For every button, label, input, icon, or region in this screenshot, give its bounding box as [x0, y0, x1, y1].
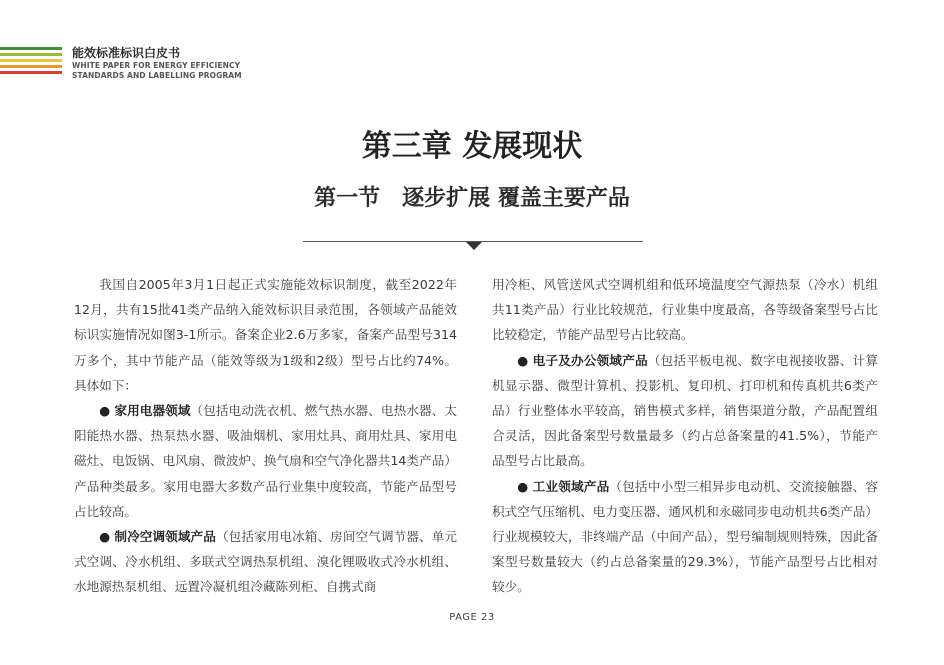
bullet-electronics-office [492, 348, 878, 474]
logo-stripe-yellow [0, 59, 62, 62]
divider-triangle-icon [466, 242, 482, 250]
bullet-label: 家用电器领域 [114, 403, 191, 419]
continuation-paragraph: 用冷柜、风管送风式空调机组和低环境温度空气源热泵（冷水）机组共11类产品）行业比较规范，行业集中度最高，各等级备案型号占比比较稳定，节能产品型号占比较高。 [492, 277, 878, 343]
intro-paragraph: 我国自2005年3月1日起正式实施能效标识制度，截至2022年12月，共有15批41类产品纳入能效标识目录范围，各领域产品能效标识实施情况如图3-1所示。备案企业2.6万多家，备案产品型号314万多个，其中节能产品（能效等级为1级和2级）型号占比约74%。具体如下： [74, 277, 457, 393]
bullet-text: （包括电动洗衣机、燃气热水器、电热水器、太阳能热水器、热泵热水器、吸油烟机、家用灶具、商用灶具、家用电磁灶、电饭锅、电风扇、微波炉、换气扇和空气净化器共14类产品）产品种类最多。家用电器大多数产品行业集中度较高，节能产品型号占比较高。 [74, 403, 457, 519]
logo-stripe-red [0, 71, 62, 74]
bullet-text: （包括中小型三相异步电动机、交流接触器、容积式空气压缩机、电力变压器、通风机和永磁同步电动机共6类产品）行业规模较大，非终端产品（中间产品），型号编制规则特殊，因此备案型号数量较大（约占总备案量的29.3%），节能产品型号占比相对较少。 [492, 478, 879, 595]
bullet-dot-icon: ● [517, 352, 529, 368]
left-column [74, 272, 457, 600]
bullet-label: 制冷空调领域产品 [114, 529, 216, 545]
logo-stripe-green [0, 47, 62, 50]
logo-stripes [0, 47, 62, 77]
header-title-en-line1: WHITE PAPER FOR ENERGY EFFICIENCY [72, 61, 241, 70]
bullet-dot-icon: ● [99, 403, 111, 419]
bullet-industrial [492, 474, 878, 600]
bullet-text: （包括平板电视、数字电视接收器、计算机显示器、微型计算机、投影机、复印机、打印机和传真机共6类产品）行业整体水平较高，销售模式多样，销售渠道分散，产品配置组合灵活，因此备案型号数量最多（约占总备案量的41.5%），节能产品型号占比最高。 [492, 352, 879, 469]
chapter-title: 第三章 发展现状 [361, 129, 583, 164]
bullet-text: （包括家用电冰箱、房间空气调节器、单元式空调、冷水机组、多联式空调热泵机组、溴化锂吸收式冷水机组、水地源热泵机组、远置冷凝机组冷藏陈列柜、自携式商 [74, 529, 457, 595]
logo-stripe-light-green [0, 53, 62, 56]
bullet-refrigeration [74, 524, 457, 600]
bullet-label: 电子及办公领域产品 [532, 352, 648, 368]
header-title-en-line2: STANDARDS AND LABELLING PROGRAM [72, 71, 242, 80]
bullet-dot-icon: ● [517, 478, 529, 494]
header-title-cn: 能效标准标识白皮书 [72, 46, 181, 60]
right-column [492, 272, 878, 600]
bullet-home-appliances [74, 398, 457, 524]
header-brand [72, 45, 242, 81]
section-title: 第一节 逐步扩展 覆盖主要产品 [314, 186, 630, 211]
bullet-dot-icon: ● [99, 529, 111, 545]
logo-stripe-orange [0, 65, 62, 68]
bullet-label: 工业领域产品 [532, 478, 610, 494]
page-number: PAGE 23 [449, 612, 495, 623]
